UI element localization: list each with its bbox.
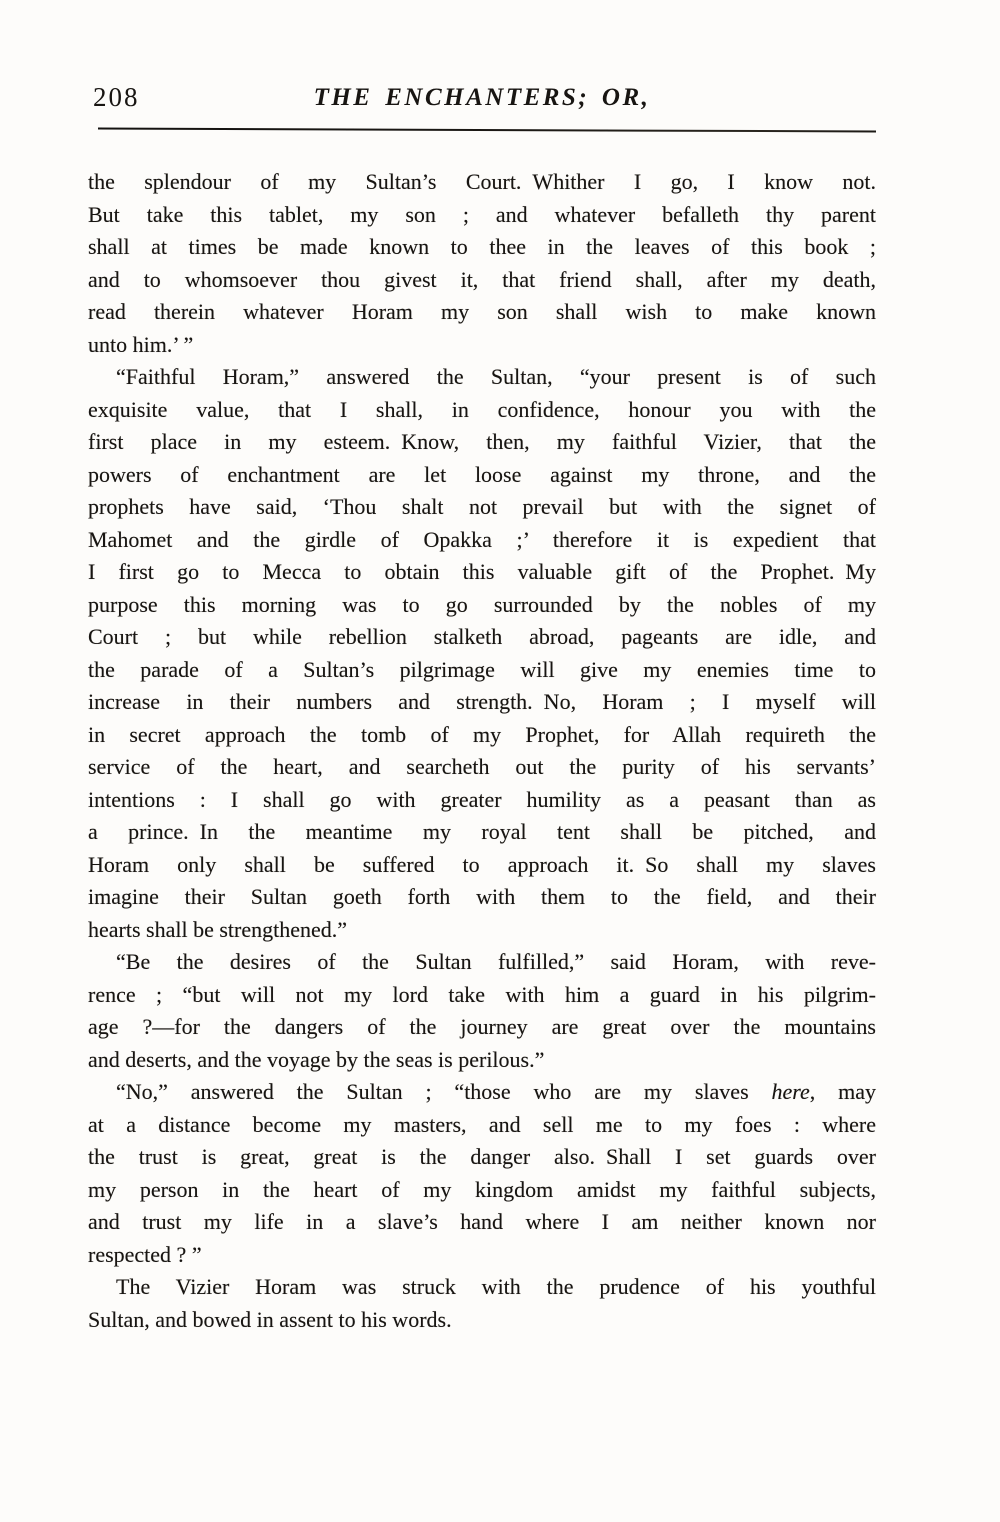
text-line: purpose this morning was to go surrounded by the nobles of my	[88, 591, 876, 617]
text-line: Mahomet and the girdle of Opakka ;’ therefore it is expedient that	[88, 526, 876, 552]
text-line: my person in the heart of my kingdom amidst my faithful subjects,	[88, 1176, 876, 1202]
text-line: rence ; “but will not my lord take with him a guard in his pilgrim-	[88, 981, 876, 1007]
text-line: I first go to Mecca to obtain this valuable gift of the Prophet. My	[88, 559, 876, 584]
running-title: THE ENCHANTERS; OR,	[313, 84, 651, 111]
header-rule	[98, 128, 876, 133]
text-line: and trust my life in a slave’s hand where I am neither known nor	[88, 1209, 876, 1234]
page-body	[88, 166, 876, 1336]
text-line: Court ; but while rebellion stalketh abroad, pageants are idle, and	[88, 624, 876, 649]
paragraph	[88, 946, 876, 1076]
text-line: read therein whatever Horam my son shall wish to make known	[88, 299, 876, 324]
italic-word: here	[771, 1079, 810, 1104]
text-line: prophets have said, ‘Thou shalt not prevail but with the signet of	[88, 494, 876, 519]
text-line: the splendour of my Sultan’s Court. Whither I go, I know not.	[88, 169, 876, 194]
text-line: But take this tablet, my son ; and whatever befalleth thy parent	[88, 201, 876, 227]
page-number: 208	[93, 82, 140, 112]
text-line: the parade of a Sultan’s pilgrimage will give my enemies time to	[88, 656, 876, 682]
text-line: in secret approach the tomb of my Prophet, for Allah requireth the	[88, 721, 876, 747]
text-line: Sultan, and bowed in assent to his words.	[88, 1306, 452, 1332]
text-line	[88, 1076, 876, 1109]
text-line: the trust is great, great is the danger also. Shall I set guards over	[88, 1144, 876, 1169]
text-line: shall at times be made known to thee in the leaves of this book ;	[88, 234, 876, 259]
text-segment: , may	[809, 1079, 876, 1104]
text-line: age ?—for the dangers of the journey are great over the mountains	[88, 1014, 876, 1039]
text-line: “Faithful Horam,” answered the Sultan, “your present is of such	[116, 364, 876, 389]
paragraph	[88, 166, 876, 361]
text-line: hearts shall be strengthened.”	[88, 916, 348, 942]
text-line: and deserts, and the voyage by the seas is perilous.”	[88, 1046, 545, 1072]
text-line: imagine their Sultan goeth forth with them to the field, and their	[88, 884, 876, 909]
text-segment: “No,” answered the Sultan ; “those who are my slaves	[116, 1079, 772, 1104]
text-line: and to whomsoever thou givest it, that friend shall, after my death,	[88, 266, 876, 292]
paragraph	[88, 1076, 876, 1271]
paragraph	[88, 1271, 876, 1336]
text-line: increase in their numbers and strength. No, Horam ; I myself will	[88, 689, 876, 714]
paragraph	[88, 361, 876, 946]
text-line: intentions : I shall go with greater humility as a peasant than as	[88, 786, 876, 812]
text-line: first place in my esteem. Know, then, my faithful Vizier, that the	[88, 429, 876, 454]
text-line: respected ? ”	[88, 1241, 202, 1267]
text-line: service of the heart, and searcheth out the purity of his servants’	[88, 754, 876, 779]
text-line: The Vizier Horam was struck with the prudence of his youthful	[116, 1274, 876, 1299]
text-line: Horam only shall be suffered to approach it. So shall my slaves	[88, 851, 876, 877]
text-line: at a distance become my masters, and sell me to my foes : where	[88, 1111, 876, 1137]
text-line: “Be the desires of the Sultan fulfilled,” said Horam, with reve-	[116, 949, 876, 974]
text-line: unto him.’ ”	[88, 331, 194, 357]
text-line: exquisite value, that I shall, in confidence, honour you with the	[88, 396, 876, 422]
text-line: a prince. In the meantime my royal tent shall be pitched, and	[88, 819, 876, 844]
text-line: powers of enchantment are let loose against my throne, and the	[88, 461, 876, 487]
